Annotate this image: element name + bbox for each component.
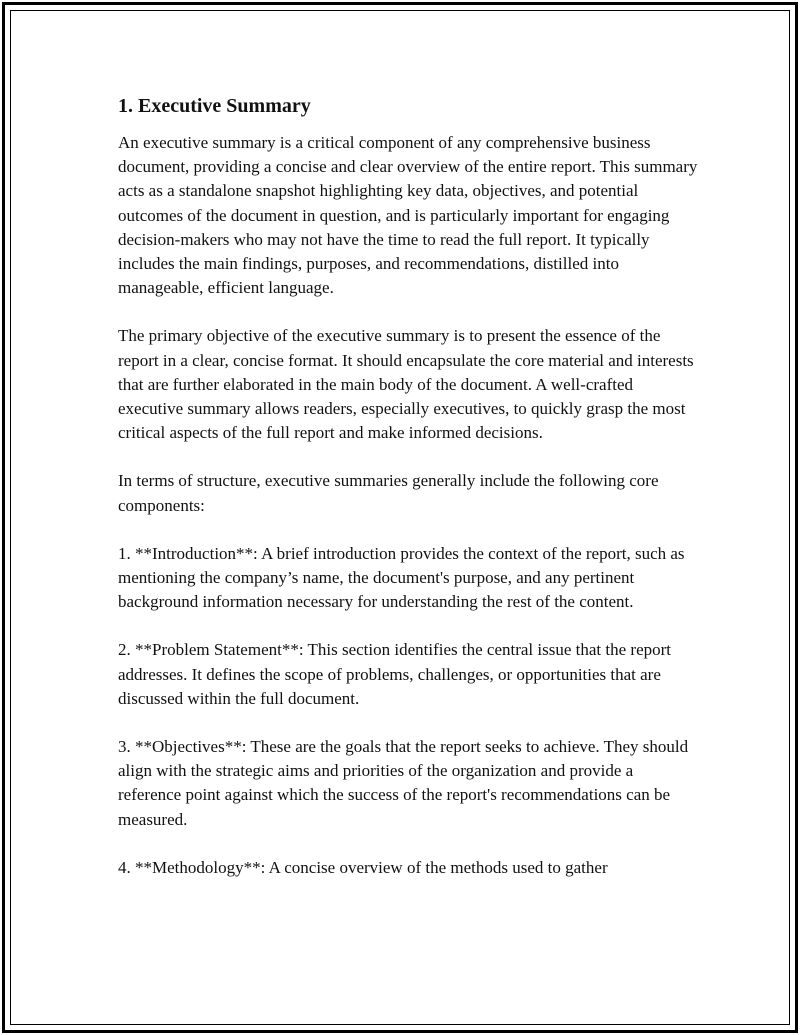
document-body (118, 93, 698, 904)
paragraph-objective: The primary objective of the executive summary is to present the essence of the report in a clear, concise format. It should encapsulate the core material and interests that are further elaborated in the main body of the document. A well-crafted executive summary allows readers, especially executives, to quickly grasp the most critical aspects of the full report and make informed decisions. (118, 326, 694, 443)
list-item-problem-statement: 2. **Problem Statement**: This section identifies the central issue that the report addresses. It defines the scope of problems, challenges, or opportunities that are discussed within the full document. (118, 640, 672, 708)
list-item-methodology: 4. **Methodology**: A concise overview of the methods used to gather (118, 857, 608, 877)
list-item-introduction: 1. **Introduction**: A brief introduction provides the context of the report, such as mentioning the company’s name, the document's purpose, and any pertinent background information necessary for understanding the rest of the content. (118, 543, 685, 612)
list-item-objectives: 3. **Objectives**: These are the goals that the report seeks to achieve. They should align with the strategic aims and priorities of the organization and provide a reference point against which the success of the report's recommendations can be measured. (118, 737, 689, 829)
section-heading: 1. Executive Summary (118, 95, 311, 117)
paragraph-structure: In terms of structure, executive summaries generally include the following core components: (118, 471, 659, 515)
paragraph-intro: An executive summary is a critical component of any comprehensive business document, providing a concise and clear overview of the entire report. This summary acts as a standalone snapshot highlighting key data, objectives, and potential outcomes of the document in question, and is particularly important for engaging decision-makers who may not have the time to read the full report. It typically includes the main findings, purposes, and recommendations, distilled into manageable, efficient language. (118, 133, 698, 298)
